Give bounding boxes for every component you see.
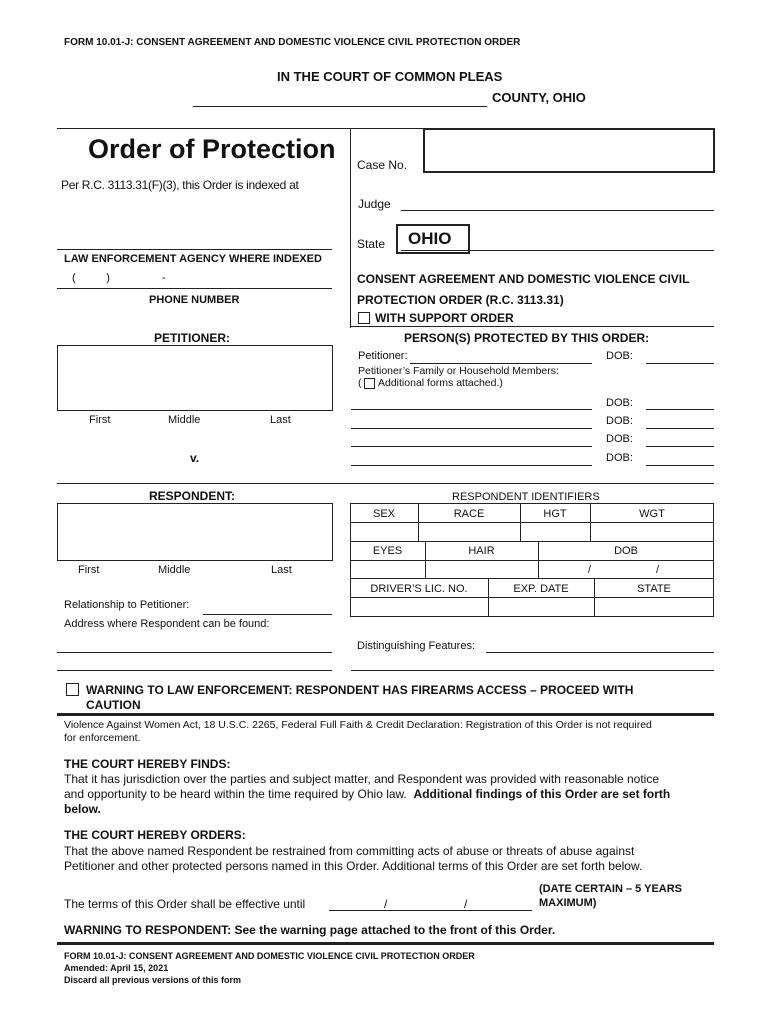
finds-line3: below. [64,802,101,816]
indexed-note: Per R.C. 3113.31(F)(3), this Order is indexed at [61,178,299,192]
county-line[interactable] [193,106,487,107]
dob-label: DOB: [606,452,633,464]
member-line[interactable] [351,446,592,447]
member-line[interactable] [351,428,592,429]
effective-date-line[interactable] [329,910,532,911]
address-line[interactable] [57,652,332,653]
eyes-header: EYES [372,545,403,557]
section-divider-vertical [350,128,351,328]
vawa-line1: Violence Against Women Act, 18 U.S.C. 2265, Federal Full Faith & Credit Declaration: Registration of this Order is not required [64,719,652,731]
dob-line[interactable] [646,446,714,447]
dob-line[interactable] [646,409,714,410]
state-line [401,250,714,251]
footer-form-title: FORM 10.01-J: CONSENT AGREEMENT AND DOMESTIC VIOLENCE CIVIL PROTECTION ORDER [64,951,475,961]
petitioner-middle: Middle [168,414,201,426]
phone-line [57,288,332,289]
respondent-last: Last [271,564,292,576]
finds-line2 [64,787,670,801]
protected-petitioner-label: Petitioner: [358,350,408,362]
thick-divider [57,713,714,716]
state-header: STATE [637,583,671,595]
judge-label: Judge [358,197,391,211]
protected-heading: PERSON(S) PROTECTED BY THIS ORDER: [404,331,650,345]
effective-slash: / [464,897,468,911]
respondent-name-box[interactable] [57,503,333,561]
dob-label: DOB: [606,415,633,427]
case-no-label: Case No. [357,158,408,172]
member-line[interactable] [351,409,592,410]
state-value: OHIO [408,229,452,248]
table-rule [350,578,714,579]
state-label: State [357,237,386,251]
features-label: Distinguishing Features: [357,640,476,652]
firearms-warning-line2: CAUTION [86,698,141,712]
agency-label: LAW ENFORCEMENT AGENCY WHERE INDEXED [64,253,322,265]
respondent-heading: RESPONDENT: [149,489,236,503]
judge-line[interactable] [401,210,714,211]
features-line[interactable] [486,652,714,653]
orders-line2: Petitioner and other protected persons named in this Order. Additional terms of this Order are set forth below. [64,859,643,873]
exp-date-header: EXP. DATE [513,583,569,595]
dob-slash: / [656,564,660,576]
order-type-line2: PROTECTION ORDER (R.C. 3113.31) [357,293,564,307]
address-line[interactable] [57,670,332,671]
protected-petitioner-line[interactable] [410,363,592,364]
hair-header: HAIR [468,545,495,557]
table-rule [350,541,714,542]
respondent-middle: Middle [158,564,191,576]
address-label: Address where Respondent can be found: [64,618,270,630]
orders-heading: THE COURT HEREBY ORDERS: [64,828,246,842]
order-type-line1: CONSENT AGREEMENT AND DOMESTIC VIOLENCE CIVIL [357,272,690,286]
additional-forms-label: Additional forms attached.) [378,377,503,389]
table-rule [350,522,714,523]
finds-line2-plain: and opportunity to be heard within the time required by Ohio law. [64,787,407,801]
dob-line[interactable] [646,428,714,429]
table-rule [350,597,714,598]
features-line[interactable] [351,670,714,671]
license-header: DRIVER’S LIC. NO. [370,583,468,595]
additional-forms-checkbox[interactable] [364,378,375,389]
sex-header: SEX [372,508,395,520]
dob-line[interactable] [646,465,714,466]
case-no-field[interactable] [423,128,715,173]
effective-note-line2: MAXIMUM) [539,897,597,909]
county-label: COUNTY, OHIO [492,90,586,105]
effective-label: The terms of this Order shall be effective until [64,897,306,911]
hgt-header: HGT [543,508,567,520]
respondent-first: First [78,564,100,576]
petitioner-last: Last [270,414,291,426]
order-title: Order of Protection [88,134,336,164]
additional-open: ( [358,377,362,389]
dob-label: DOB: [606,397,633,409]
petitioner-name-box[interactable] [57,345,333,411]
family-label: Petitioner’s Family or Household Members: [358,365,559,377]
wgt-header: WGT [639,508,665,520]
phone-field[interactable]: ( ) - [72,272,166,284]
petitioner-first: First [89,414,111,426]
member-line[interactable] [351,465,592,466]
phone-label: PHONE NUMBER [149,294,240,306]
vawa-line2: for enforcement. [64,732,141,744]
support-order-label: WITH SUPPORT ORDER [375,311,514,325]
footer-divider [57,942,714,945]
footer-discard: Discard all previous versions of this form [64,975,242,985]
indexed-line [57,249,332,250]
section-divider-middle [57,483,714,484]
form-title: FORM 10.01-J: CONSENT AGREEMENT AND DOMESTIC VIOLENCE CIVIL PROTECTION ORDER [64,37,521,48]
relationship-line[interactable] [203,614,332,615]
versus: v. [190,451,200,465]
dob-line[interactable] [646,363,714,364]
firearms-warning-checkbox[interactable] [66,683,79,696]
footer-amended: Amended: April 15, 2021 [64,963,169,973]
race-header: RACE [453,508,485,520]
dob-label: DOB: [606,350,633,362]
support-underline [351,326,714,327]
effective-note-line1: (DATE CERTAIN – 5 YEARS [539,883,683,895]
table-rule [350,560,714,561]
support-order-checkbox[interactable] [358,312,370,324]
effective-slash: / [384,897,388,911]
firearms-warning-line1: WARNING TO LAW ENFORCEMENT: RESPONDENT HAS FIREARMS ACCESS – PROCEED WITH [86,683,634,697]
relationship-label: Relationship to Petitioner: [64,599,190,611]
finds-line1: That it has jurisdiction over the parties and subject matter, and Respondent was provided with reasonable notice [64,772,660,786]
finds-heading: THE COURT HEREBY FINDS: [64,757,231,771]
dob-header: DOB [614,545,638,557]
identifiers-heading: RESPONDENT IDENTIFIERS [452,491,600,503]
dob-label: DOB: [606,433,633,445]
court-name: IN THE COURT OF COMMON PLEAS [277,69,503,84]
respondent-warning: WARNING TO RESPONDENT: See the warning page attached to the front of this Order. [64,923,556,937]
petitioner-heading: PETITIONER: [154,331,231,345]
finds-line2-bold: Additional findings of this Order are set forth [413,787,671,801]
dob-slash: / [588,564,592,576]
orders-line1: That the above named Respondent be restrained from committing acts of abuse or threats of abuse against [64,844,635,858]
